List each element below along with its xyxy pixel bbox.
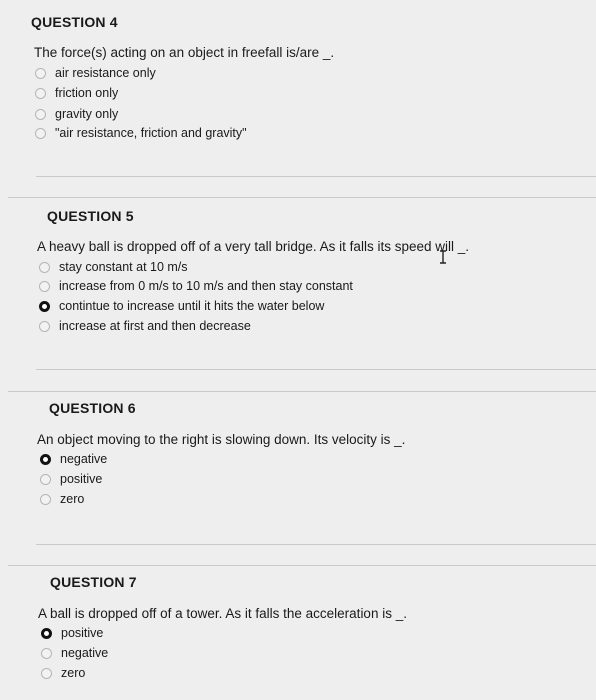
- question-7-header: QUESTION 7: [50, 574, 137, 590]
- q5-option-2[interactable]: [39, 279, 353, 293]
- q5-option-4[interactable]: [39, 319, 251, 333]
- text-cursor-icon: [438, 250, 448, 264]
- q6-option-1-label: negative: [60, 452, 108, 466]
- q4-option-3-label: gravity only: [55, 107, 119, 121]
- q7-option-3-label: zero: [61, 666, 86, 680]
- radio-button-icon[interactable]: [35, 88, 46, 99]
- q5-option-2-label: increase from 0 m/s to 10 m/s and then stay constant: [59, 279, 353, 293]
- q4-option-1-label: air resistance only: [55, 66, 156, 80]
- radio-button-icon[interactable]: [39, 262, 50, 273]
- divider: [8, 391, 596, 392]
- divider: [36, 176, 596, 177]
- q4-option-2-label: friction only: [55, 86, 119, 100]
- radio-button-icon[interactable]: [35, 128, 46, 139]
- q5-option-1[interactable]: [39, 260, 188, 274]
- q6-option-2[interactable]: [40, 472, 102, 486]
- q5-option-3[interactable]: [39, 299, 324, 313]
- q5-option-1-label: stay constant at 10 m/s: [59, 260, 188, 274]
- q7-option-2[interactable]: [41, 646, 108, 660]
- radio-button-icon[interactable]: [39, 281, 50, 292]
- q5-option-3-label: contintue to increase until it hits the water below: [59, 299, 325, 313]
- divider: [36, 544, 596, 545]
- q7-option-2-label: negative: [61, 646, 109, 660]
- q6-option-2-label: positive: [60, 472, 103, 486]
- radio-button-icon[interactable]: [35, 109, 46, 120]
- q6-option-3-label: zero: [60, 492, 85, 506]
- divider: [8, 197, 596, 198]
- divider: [8, 565, 596, 566]
- question-6-text: An object moving to the right is slowing down. Its velocity is _.: [37, 432, 406, 447]
- question-4-text: The force(s) acting on an object in freefall is/are _.: [34, 45, 335, 60]
- question-6-header: QUESTION 6: [49, 400, 136, 416]
- q4-option-4-label: "air resistance, friction and gravity": [55, 126, 247, 140]
- radio-button-icon[interactable]: [41, 668, 52, 679]
- question-7-text: A ball is dropped off of a tower. As it falls the acceleration is _.: [38, 606, 407, 621]
- q5-option-4-label: increase at first and then decrease: [59, 319, 251, 333]
- radio-button-selected-icon[interactable]: [41, 628, 52, 639]
- radio-button-icon[interactable]: [40, 494, 51, 505]
- divider: [36, 369, 596, 370]
- q7-option-1-label: positive: [61, 626, 104, 640]
- q6-option-1[interactable]: [40, 452, 107, 466]
- radio-button-icon[interactable]: [40, 474, 51, 485]
- radio-button-icon[interactable]: [35, 68, 46, 79]
- radio-button-icon[interactable]: [39, 321, 50, 332]
- question-4-header: QUESTION 4: [31, 14, 118, 30]
- question-5-header: QUESTION 5: [47, 208, 134, 224]
- q4-option-2[interactable]: [35, 86, 118, 100]
- q4-option-1[interactable]: [35, 66, 156, 80]
- q4-option-4[interactable]: [35, 126, 247, 140]
- q7-option-1[interactable]: [41, 626, 103, 640]
- question-5-text: A heavy ball is dropped off of a very tall bridge. As it falls its speed will _.: [37, 239, 469, 254]
- q4-option-3[interactable]: [35, 107, 118, 121]
- radio-button-selected-icon[interactable]: [40, 454, 51, 465]
- radio-button-selected-icon[interactable]: [39, 301, 50, 312]
- radio-button-icon[interactable]: [41, 648, 52, 659]
- q7-option-3[interactable]: [41, 666, 85, 680]
- q6-option-3[interactable]: [40, 492, 84, 506]
